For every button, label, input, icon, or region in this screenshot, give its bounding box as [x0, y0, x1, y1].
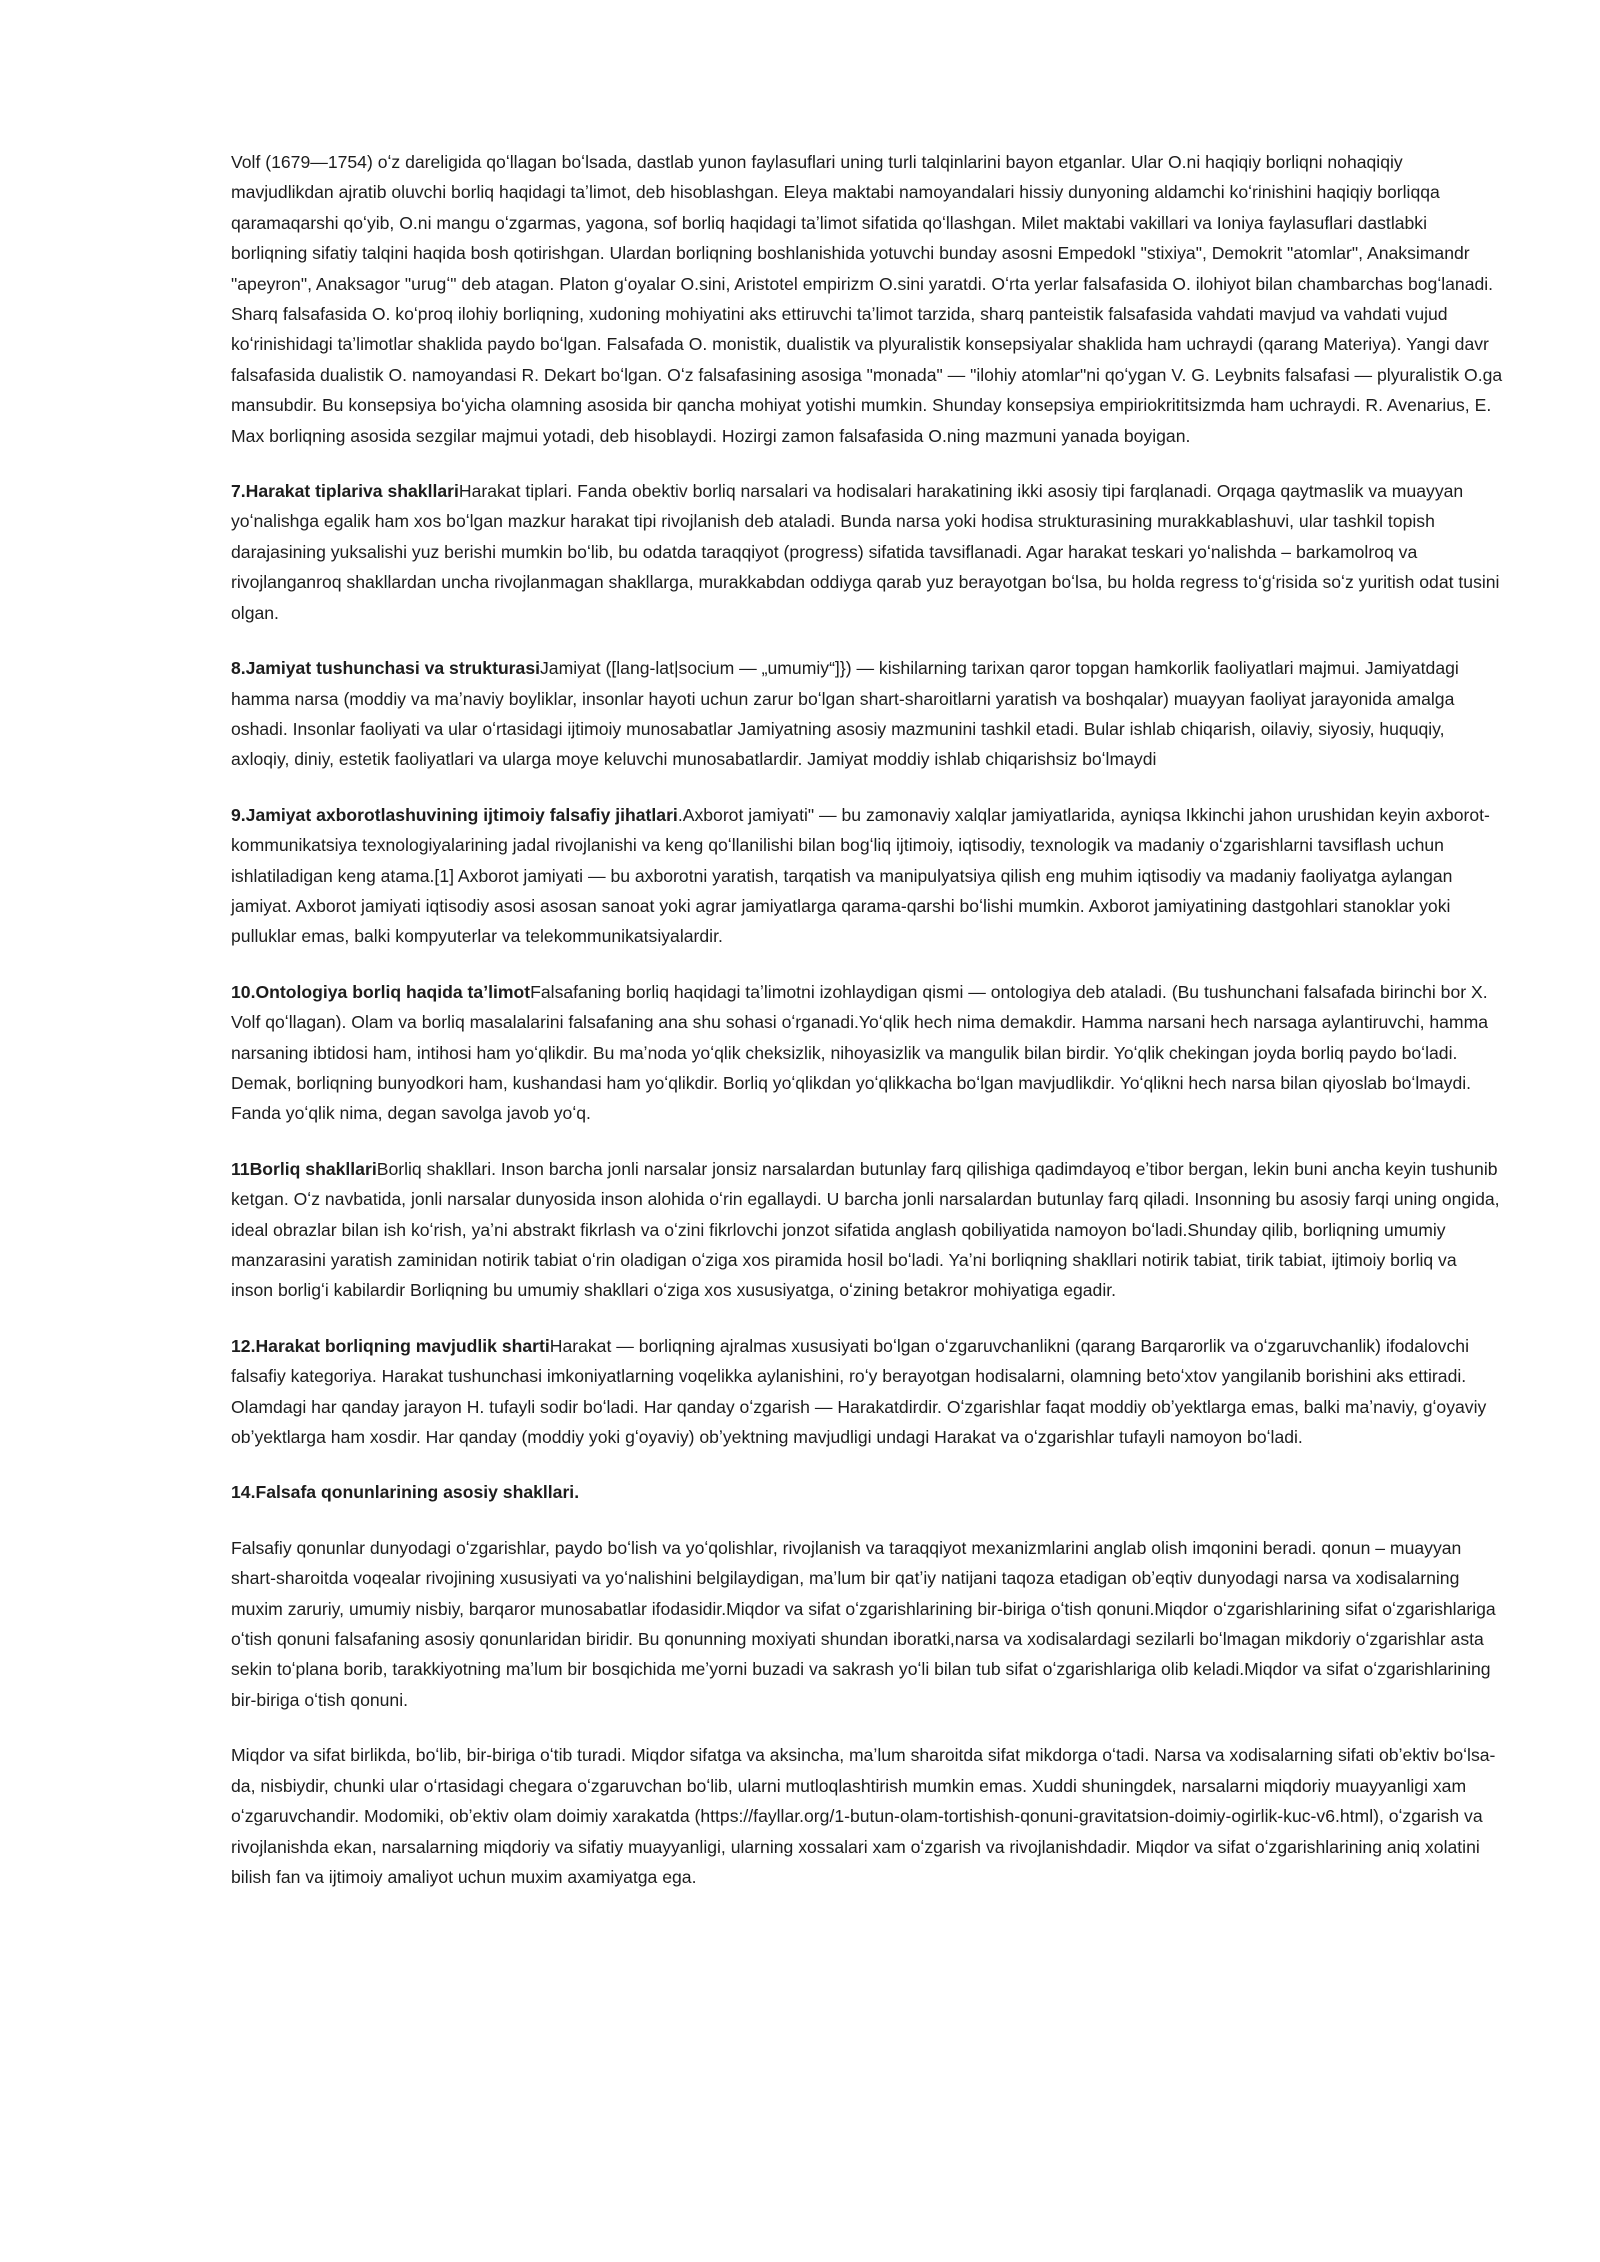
paragraph-quantity-quality — [231, 1740, 1503, 1892]
paragraph-philosophy-laws-heading — [231, 1477, 1503, 1507]
paragraph-ontology-history — [231, 147, 1503, 451]
paragraph-heading: 8.Jamiyat tushunchasi va strukturasi — [231, 658, 540, 679]
paragraph-philosophy-laws — [231, 1533, 1503, 1715]
paragraph-ontology — [231, 977, 1503, 1129]
paragraph-heading: 11Borliq shakllari — [231, 1158, 377, 1179]
paragraph-text: Jamiyat ([lang-lat|socium — „umumiy“]}) — kishilarning tarixan qaror topgan hamkorlik faoliyatlari majmui. Jamiyatdagi hamma narsa (moddiy va maʼnaviy boyliklar, insonlar hayoti uchun zarur boʻlgan shart-sharoitlarni yaratish va boshqalar) muayyan faoliyat jarayonida amalga oshadi. Insonlar faoliyati va ular oʻrtasidagi ijtimoiy munosabatlar Jamiyatning asosiy mazmunini tashkil etadi. Bular ishlab chiqarish, oilaviy, siyosiy, huquqiy, axloqiy, diniy, estetik faoliyatlari va ularga moye keluvchi munosabatlardir. Jamiyat moddiy ishlab chiqarishsiz boʻlmaydi — [231, 658, 1459, 770]
paragraph-text: Volf (1679—1754) oʻz dareligida qoʻllagan boʻlsada, dastlab yunon faylasuflari uning turli talqinlarini bayon etganlar. Ular O.ni haqiqiy borliqni nohaqiqiy mavjudlikdan ajratib oluvchi borliq haqidagi taʼlimot, deb hisoblashgan. Eleya maktabi namoyandalari hissiy dunyoning aldamchi koʻrinishini haqiqiy borliqqa qaramaqarshi qoʻyib, O.ni mangu oʻzgarmas, yagona, sof borliq haqidagi taʼlimot sifatida qoʻllashgan. Milet maktabi vakillari va Ioniya faylasuflari dastlabki borliqning sifatiy talqini haqida bosh qotirishgan. Ulardan borliqning boshlanishida yotuvchi bunday asosni Empedokl "stixiya", Demokrit "atomlar", Anaksimandr "apeyron", Anaksagor "urugʻ" deb atagan. Platon gʻoyalar O.sini, Aristotel empirizm O.sini yaratdi. Oʻrta yerlar falsafasida O. ilohiyot bilan chambarchas bogʻlanadi. Sharq falsafasida O. koʻproq ilohiy borliqning, xudoning mohiyatini aks ettiruvchi taʼlimot tarzida, sharq panteistik falsafasida vahdati mavjud va vahdati vujud koʻrinishidagi taʼlimotlar shaklida paydo boʻlgan. Falsafada O. monistik, dualistik va plyuralistik konsepsiyalar shaklida ham uchraydi (qarang Materiya). Yangi davr falsafasida dualistik O. namoyandasi R. Dekart boʻlgan. Oʻz falsafasining asosiga "monada" — "ilohiy atomlar"ni qoʻygan V. G. Leybnits falsafasi — plyuralistik O.ga mansubdir. Bu konsepsiya boʻyicha olamning asosida bir qancha mohiyat yotishi mumkin. Shunday konsepsiya empiriokrititsizmda ham uchraydi. R. Avenarius, E. Max borliqning asosida sezgilar majmui yotadi, deb hisoblaydi. Hozirgi zamon falsafasida O.ning mazmuni yanada boyigan. — [231, 152, 1503, 446]
paragraph-society-structure — [231, 653, 1503, 775]
paragraph-text: Borliq shakllari. Inson barcha jonli narsalar jonsiz narsalardan butunlay farq qilishiga qadimdayoq eʼtibor bergan, lekin buni ancha keyin tushunib ketgan. Oʻz navbatida, jonli narsalar dunyosida inson alohida oʻrin egallaydi. U barcha jonli narsalardan butunlay farq qiladi. Insonning bu asosiy farqi uning ongida, ideal obrazlar bilan ish koʻrish, yaʼni abstrakt fikrlash va oʻzini fikrlovchi jonzot sifatida anglash qobiliyatida namoyon boʻladi.Shunday qilib, borliqning umumiy manzarasini yaratish zaminidan notirik tabiat oʻrin oladigan oʻziga xos piramida hosil boʻladi. Yaʼni borliqning shakllari notirik tabiat, tirik tabiat, ijtimoiy borliq va inson borligʻi kabilardir Borliqning bu umumiy shakllari oʻziga xos xususiyatga, oʻzining betakror mohiyatiga egadir. — [231, 1158, 1500, 1301]
paragraph-text: Harakat tiplari. Fanda obektiv borliq narsalari va hodisalari harakatining ikki asosiy tipi farqlanadi. Orqaga qaytmaslik va muayyan yoʻnalishga egalik ham xos boʻlgan mazkur harakat tipi rivojlanish deb ataladi. Bunda narsa yoki hodisa strukturasining murakkablashuvi, ular tashkil topish darajasining yuksalishi yuz berishi mumkin boʻlib, bu odatda taraqqiyot (progress) sifatida tavsiflanadi. Agar harakat teskari yoʻnalishda – barkamolroq va rivojlanganroq shakllardan uncha rivojlanmagan shakllarga, murakkabdan oddiyga qarab yuz berayotgan boʻlsa, bu holda regress toʻgʻrisida soʻz yuritish odat tusini olgan. — [231, 481, 1500, 623]
paragraph-heading: 12.Harakat borliqning mavjudlik sharti — [231, 1335, 550, 1356]
paragraph-text: Falsafaning borliq haqidagi taʼlimotni izohlaydigan qismi — ontologiya deb ataladi. (Bu tushunchani falsafada birinchi bor X. Volf qoʻllagan). Olam va borliq masalalarini falsafaning ana shu sohasi oʻrganadi.Yoʻqlik hech nima demakdir. Hamma narsani hech narsaga aylantiruvchi, hamma narsaning ibtidosi ham, intihosi ham yoʻqlikdir. Bu maʼnoda yoʻqlik cheksizlik, nihoyasizlik va mangulik bilan birdir. Yoʻqlik chekingan joyda borliq paydo boʻladi. Demak, borliqning bunyodkori ham, kushandasi ham yoʻqlikdir. Borliq yoʻqlikdan yoʻqlikkacha boʻlgan mavjudlikdir. Yoʻqlikni hech narsa bilan qiyoslab boʻlmaydi. Fanda yoʻqlik nima, degan savolga javob yoʻq. — [231, 981, 1489, 1124]
paragraph-heading: 14.Falsafa qonunlarining asosiy shakllari. — [231, 1482, 580, 1503]
paragraph-text: Harakat — borliqning ajralmas xususiyati boʻlgan oʻzgaruvchanlikni (qarang Barqarorlik va oʻzgaruvchanlik) ifodalovchi falsafiy kategoriya. Harakat tushunchasi imkoniyatlarning voqelikka aylanishini, roʻy berayotgan hodisalarni, olamning betoʻxtov yangilanib borishini aks ettiradi. Olamdagi har qanday jarayon H. tufayli sodir boʻladi. Har qanday oʻzgarish — Harakatdirdir. Oʻzgarishlar faqat moddiy obʼyektlarga emas, balki maʼnaviy, gʻoyaviy obʼyektlarga ham xosdir. Har qanday (moddiy yoki gʻoyaviy) obʼyektning mavjudligi undagi Harakat va oʻzgarishlar tufayli namoyon boʻladi. — [231, 1335, 1487, 1448]
paragraph-forms-of-being — [231, 1154, 1503, 1306]
paragraph-heading: 10.Ontologiya borliq haqida taʼlimot — [231, 981, 531, 1002]
paragraph-text: Miqdor va sifat birlikda, boʻlib, bir-biriga oʻtib turadi. Miqdor sifatga va aksincha, maʼlum sharoitda sifat mikdorga oʻtadi. Narsa va xodisalarning sifati obʼektiv boʻlsa-da, nisbiydir, chunki ular oʻrtasidagi chegara oʻzgaruvchan boʻlib, ularni mutloqlashtirish mumkin emas. Xuddi shuningdek, narsalarni miqdoriy muayyanligi xam oʻzgaruvchandir. Modomiki, obʼektiv olam doimiy xarakatda (https://fayllar.org/1-butun-olam-tortishish-qonuni-gravitatsion-doimiy-ogirlik-kuc-v6.html), oʻzgarish va rivojlanishda ekan, narsalarning miqdoriy va sifatiy muayyanligi, ularning xossalari xam oʻzgarish va rivojlanishdadir. Miqdor va sifat oʻzgarishlarining aniq xolatini bilish fan va ijtimoiy amaliyot uchun muxim axamiyatga ega. — [231, 1745, 1496, 1887]
paragraph-heading: 7.Harakat tiplariva shakllari — [231, 481, 459, 502]
document-page — [231, 147, 1503, 1917]
paragraph-heading: 9.Jamiyat axborotlashuvining ijtimoiy falsafiy jihatlari — [231, 804, 678, 825]
paragraph-motion-condition — [231, 1331, 1503, 1453]
paragraph-text: .Axborot jamiyati" — bu zamonaviy xalqlar jamiyatlarida, ayniqsa Ikkinchi jahon urushidan keyin axborot-kommunikatsiya texnologiyalarining jadal rivojlanishi va keng qoʻllanilishi bilan bogʻliq ijtimoiy, iqtisodiy, texnologik va madaniy oʻzgarishlarni tavsiflash uchun ishlatiladigan keng atama.[1] Axborot jamiyati — bu axborotni yaratish, tarqatish va manipulyatsiya qilish eng muhim iqtisodiy va madaniy faoliyatga aylangan jamiyat. Axborot jamiyati iqtisodiy asosi asosan sanoat yoki agrar jamiyatlarga qarama-qarshi boʻlishi mumkin. Axborot jamiyatining dastgohlari stanoklar yoki pulluklar emas, balki kompyuterlar va telekommunikatsiyalardir. — [231, 804, 1490, 947]
paragraph-information-society — [231, 800, 1503, 952]
paragraph-text: Falsafiy qonunlar dunyodagi oʻzgarishlar, paydo boʻlish va yoʻqolishlar, rivojlanish va taraqqiyot mexanizmlarini anglab olish imqonini beradi. qonun – muayyan shart-sharoitda voqealar rivojining xususiyati va yoʻnalishini belgilaydigan, maʼlum bir qatʼiy natijani taqoza etadigan obʼeqtiv dunyodagi narsa va xodisalarning muxim zaruriy, umumiy nisbiy, barqaror munosabatlar ifodasidir.Miqdor va sifat oʻzgarishlarining bir-biriga oʻtish qonuni.Miqdor oʻzgarishlarining sifat oʻzgarishlariga oʻtish qonuni falsafaning asosiy qonunlaridan biridir. Bu qonunning moxiyati shundan iboratki,narsa va xodisalardagi sezilarli boʻlmagan mikdoriy oʻzgarishlar asta sekin toʻplana borib, tarakkiyotning maʼlum bir bosqichida meʼyorni buzadi va sakrash yoʻli bilan tub sifat oʻzgarishlariga olib keladi.Miqdor va sifat oʻzgarishlarining bir-biriga oʻtish qonuni. — [231, 1537, 1496, 1710]
paragraph-motion-types — [231, 476, 1503, 628]
